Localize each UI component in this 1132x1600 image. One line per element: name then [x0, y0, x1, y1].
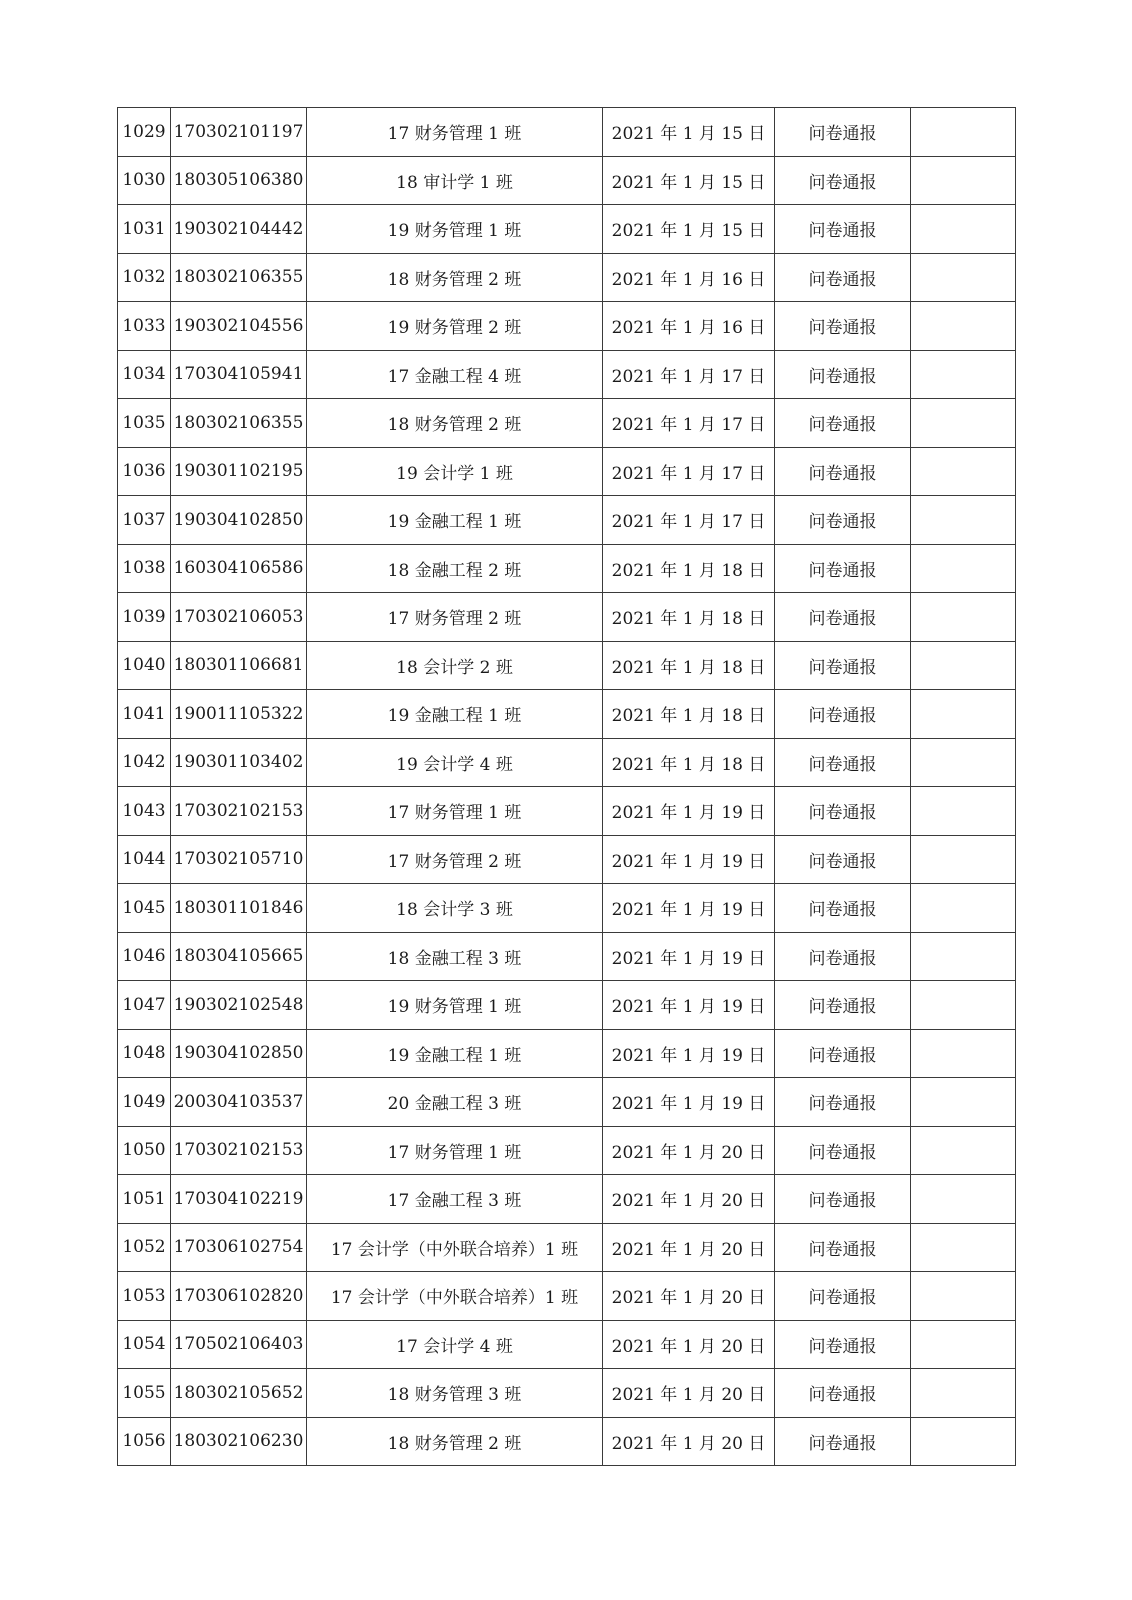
row-number-cell: 1040 [118, 641, 171, 690]
date-cell: 2021 年 1 月 20 日 [603, 1175, 775, 1224]
note-cell: 问卷通报 [775, 641, 911, 690]
table-row [118, 544, 1016, 593]
student-id-cell: 160304106586 [171, 544, 307, 593]
date-cell: 2021 年 1 月 20 日 [603, 1417, 775, 1466]
records-table [117, 107, 1016, 1466]
date-cell: 2021 年 1 月 16 日 [603, 253, 775, 302]
class-name-cell: 18 财务管理 2 班 [307, 399, 603, 448]
student-id-cell: 170302105710 [171, 835, 307, 884]
row-number-cell: 1031 [118, 205, 171, 254]
remark-cell [911, 1175, 1016, 1224]
date-cell: 2021 年 1 月 20 日 [603, 1272, 775, 1321]
note-cell: 问卷通报 [775, 1126, 911, 1175]
note-cell: 问卷通报 [775, 835, 911, 884]
date-cell: 2021 年 1 月 15 日 [603, 108, 775, 157]
class-name-cell: 19 财务管理 1 班 [307, 205, 603, 254]
class-name-cell: 18 财务管理 2 班 [307, 253, 603, 302]
class-name-cell: 18 财务管理 2 班 [307, 1417, 603, 1466]
remark-cell [911, 1369, 1016, 1418]
table-row [118, 1078, 1016, 1127]
class-name-cell: 17 会计学（中外联合培养）1 班 [307, 1223, 603, 1272]
student-id-cell: 170302102153 [171, 1126, 307, 1175]
table-row [118, 835, 1016, 884]
date-cell: 2021 年 1 月 18 日 [603, 738, 775, 787]
class-name-cell: 18 金融工程 2 班 [307, 544, 603, 593]
student-id-cell: 190011105322 [171, 690, 307, 739]
row-number-cell: 1034 [118, 350, 171, 399]
note-cell: 问卷通报 [775, 544, 911, 593]
row-number-cell: 1045 [118, 884, 171, 933]
table-row [118, 787, 1016, 836]
row-number-cell: 1035 [118, 399, 171, 448]
table-row [118, 1320, 1016, 1369]
remark-cell [911, 205, 1016, 254]
remark-cell [911, 447, 1016, 496]
table-row [118, 447, 1016, 496]
date-cell: 2021 年 1 月 19 日 [603, 932, 775, 981]
row-number-cell: 1033 [118, 302, 171, 351]
table-row [118, 205, 1016, 254]
student-id-cell: 170304102219 [171, 1175, 307, 1224]
remark-cell [911, 835, 1016, 884]
note-cell: 问卷通报 [775, 253, 911, 302]
note-cell: 问卷通报 [775, 1369, 911, 1418]
date-cell: 2021 年 1 月 16 日 [603, 302, 775, 351]
row-number-cell: 1029 [118, 108, 171, 157]
class-name-cell: 19 财务管理 1 班 [307, 981, 603, 1030]
note-cell: 问卷通报 [775, 593, 911, 642]
student-id-cell: 190302102548 [171, 981, 307, 1030]
student-id-cell: 170502106403 [171, 1320, 307, 1369]
class-name-cell: 17 财务管理 1 班 [307, 108, 603, 157]
table-row [118, 641, 1016, 690]
table-row [118, 884, 1016, 933]
remark-cell [911, 1320, 1016, 1369]
row-number-cell: 1049 [118, 1078, 171, 1127]
student-id-cell: 190301102195 [171, 447, 307, 496]
student-id-cell: 190304102850 [171, 1029, 307, 1078]
class-name-cell: 17 金融工程 4 班 [307, 350, 603, 399]
student-id-cell: 190301103402 [171, 738, 307, 787]
student-id-cell: 180301101846 [171, 884, 307, 933]
table-row [118, 156, 1016, 205]
row-number-cell: 1052 [118, 1223, 171, 1272]
note-cell: 问卷通报 [775, 1223, 911, 1272]
student-id-cell: 190302104442 [171, 205, 307, 254]
date-cell: 2021 年 1 月 18 日 [603, 593, 775, 642]
date-cell: 2021 年 1 月 18 日 [603, 690, 775, 739]
class-name-cell: 20 金融工程 3 班 [307, 1078, 603, 1127]
note-cell: 问卷通报 [775, 1078, 911, 1127]
student-id-cell: 190302104556 [171, 302, 307, 351]
row-number-cell: 1032 [118, 253, 171, 302]
date-cell: 2021 年 1 月 15 日 [603, 156, 775, 205]
table-row [118, 496, 1016, 545]
date-cell: 2021 年 1 月 20 日 [603, 1369, 775, 1418]
row-number-cell: 1036 [118, 447, 171, 496]
note-cell: 问卷通报 [775, 1175, 911, 1224]
note-cell: 问卷通报 [775, 1272, 911, 1321]
note-cell: 问卷通报 [775, 787, 911, 836]
table-row [118, 1223, 1016, 1272]
class-name-cell: 19 金融工程 1 班 [307, 496, 603, 545]
date-cell: 2021 年 1 月 20 日 [603, 1223, 775, 1272]
remark-cell [911, 1029, 1016, 1078]
table-row [118, 1175, 1016, 1224]
row-number-cell: 1030 [118, 156, 171, 205]
row-number-cell: 1051 [118, 1175, 171, 1224]
class-name-cell: 19 金融工程 1 班 [307, 1029, 603, 1078]
table-row [118, 932, 1016, 981]
remark-cell [911, 641, 1016, 690]
row-number-cell: 1043 [118, 787, 171, 836]
date-cell: 2021 年 1 月 19 日 [603, 981, 775, 1030]
row-number-cell: 1053 [118, 1272, 171, 1321]
student-id-cell: 180301106681 [171, 641, 307, 690]
date-cell: 2021 年 1 月 19 日 [603, 787, 775, 836]
table-row [118, 108, 1016, 157]
row-number-cell: 1039 [118, 593, 171, 642]
class-name-cell: 18 金融工程 3 班 [307, 932, 603, 981]
student-id-cell: 180302106355 [171, 253, 307, 302]
note-cell: 问卷通报 [775, 690, 911, 739]
remark-cell [911, 1126, 1016, 1175]
student-id-cell: 170302102153 [171, 787, 307, 836]
student-id-cell: 170306102820 [171, 1272, 307, 1321]
note-cell: 问卷通报 [775, 447, 911, 496]
class-name-cell: 18 会计学 2 班 [307, 641, 603, 690]
student-id-cell: 170304105941 [171, 350, 307, 399]
class-name-cell: 17 会计学 4 班 [307, 1320, 603, 1369]
note-cell: 问卷通报 [775, 981, 911, 1030]
class-name-cell: 18 会计学 3 班 [307, 884, 603, 933]
student-id-cell: 180304105665 [171, 932, 307, 981]
note-cell: 问卷通报 [775, 108, 911, 157]
note-cell: 问卷通报 [775, 350, 911, 399]
date-cell: 2021 年 1 月 19 日 [603, 835, 775, 884]
table-row [118, 738, 1016, 787]
row-number-cell: 1048 [118, 1029, 171, 1078]
date-cell: 2021 年 1 月 17 日 [603, 399, 775, 448]
note-cell: 问卷通报 [775, 884, 911, 933]
note-cell: 问卷通报 [775, 932, 911, 981]
note-cell: 问卷通报 [775, 496, 911, 545]
note-cell: 问卷通报 [775, 1029, 911, 1078]
date-cell: 2021 年 1 月 17 日 [603, 496, 775, 545]
remark-cell [911, 253, 1016, 302]
row-number-cell: 1044 [118, 835, 171, 884]
table-row [118, 1126, 1016, 1175]
remark-cell [911, 302, 1016, 351]
date-cell: 2021 年 1 月 20 日 [603, 1126, 775, 1175]
student-id-cell: 170306102754 [171, 1223, 307, 1272]
row-number-cell: 1046 [118, 932, 171, 981]
note-cell: 问卷通报 [775, 399, 911, 448]
row-number-cell: 1037 [118, 496, 171, 545]
table-row [118, 981, 1016, 1030]
class-name-cell: 17 金融工程 3 班 [307, 1175, 603, 1224]
student-id-cell: 170302106053 [171, 593, 307, 642]
table-row [118, 1369, 1016, 1418]
date-cell: 2021 年 1 月 15 日 [603, 205, 775, 254]
remark-cell [911, 350, 1016, 399]
remark-cell [911, 884, 1016, 933]
records-table-body [118, 108, 1016, 1466]
note-cell: 问卷通报 [775, 738, 911, 787]
remark-cell [911, 399, 1016, 448]
remark-cell [911, 1223, 1016, 1272]
class-name-cell: 17 财务管理 1 班 [307, 1126, 603, 1175]
class-name-cell: 17 财务管理 2 班 [307, 835, 603, 884]
student-id-cell: 180302106230 [171, 1417, 307, 1466]
note-cell: 问卷通报 [775, 302, 911, 351]
date-cell: 2021 年 1 月 18 日 [603, 641, 775, 690]
table-row [118, 690, 1016, 739]
date-cell: 2021 年 1 月 19 日 [603, 884, 775, 933]
student-id-cell: 180302105652 [171, 1369, 307, 1418]
table-row [118, 302, 1016, 351]
remark-cell [911, 690, 1016, 739]
row-number-cell: 1041 [118, 690, 171, 739]
table-row [118, 350, 1016, 399]
remark-cell [911, 738, 1016, 787]
class-name-cell: 19 会计学 1 班 [307, 447, 603, 496]
note-cell: 问卷通报 [775, 205, 911, 254]
remark-cell [911, 1272, 1016, 1321]
student-id-cell: 170302101197 [171, 108, 307, 157]
remark-cell [911, 981, 1016, 1030]
student-id-cell: 190304102850 [171, 496, 307, 545]
class-name-cell: 19 财务管理 2 班 [307, 302, 603, 351]
date-cell: 2021 年 1 月 17 日 [603, 350, 775, 399]
note-cell: 问卷通报 [775, 1417, 911, 1466]
row-number-cell: 1054 [118, 1320, 171, 1369]
row-number-cell: 1055 [118, 1369, 171, 1418]
class-name-cell: 17 财务管理 1 班 [307, 787, 603, 836]
note-cell: 问卷通报 [775, 1320, 911, 1369]
remark-cell [911, 593, 1016, 642]
remark-cell [911, 108, 1016, 157]
note-cell: 问卷通报 [775, 156, 911, 205]
row-number-cell: 1038 [118, 544, 171, 593]
remark-cell [911, 544, 1016, 593]
class-name-cell: 18 财务管理 3 班 [307, 1369, 603, 1418]
table-row [118, 1272, 1016, 1321]
table-row [118, 593, 1016, 642]
remark-cell [911, 1078, 1016, 1127]
date-cell: 2021 年 1 月 19 日 [603, 1078, 775, 1127]
date-cell: 2021 年 1 月 20 日 [603, 1320, 775, 1369]
table-row [118, 399, 1016, 448]
class-name-cell: 17 会计学（中外联合培养）1 班 [307, 1272, 603, 1321]
remark-cell [911, 496, 1016, 545]
row-number-cell: 1056 [118, 1417, 171, 1466]
date-cell: 2021 年 1 月 17 日 [603, 447, 775, 496]
student-id-cell: 200304103537 [171, 1078, 307, 1127]
class-name-cell: 19 会计学 4 班 [307, 738, 603, 787]
date-cell: 2021 年 1 月 18 日 [603, 544, 775, 593]
student-id-cell: 180305106380 [171, 156, 307, 205]
remark-cell [911, 1417, 1016, 1466]
table-row [118, 1417, 1016, 1466]
row-number-cell: 1042 [118, 738, 171, 787]
class-name-cell: 17 财务管理 2 班 [307, 593, 603, 642]
date-cell: 2021 年 1 月 19 日 [603, 1029, 775, 1078]
table-row [118, 253, 1016, 302]
table-row [118, 1029, 1016, 1078]
student-id-cell: 180302106355 [171, 399, 307, 448]
remark-cell [911, 932, 1016, 981]
remark-cell [911, 787, 1016, 836]
class-name-cell: 18 审计学 1 班 [307, 156, 603, 205]
row-number-cell: 1050 [118, 1126, 171, 1175]
row-number-cell: 1047 [118, 981, 171, 1030]
remark-cell [911, 156, 1016, 205]
class-name-cell: 19 金融工程 1 班 [307, 690, 603, 739]
